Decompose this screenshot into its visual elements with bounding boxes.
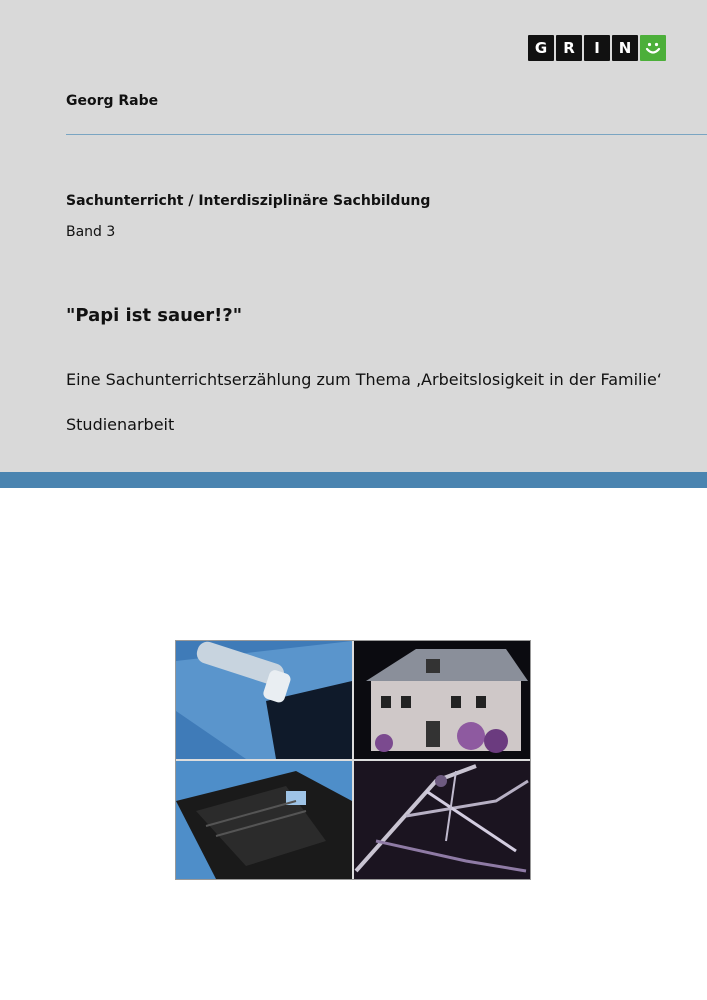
logo-letter-n: N	[612, 35, 638, 61]
laptop-keyboard-panel	[176, 761, 352, 879]
faucet-drain-panel	[176, 641, 352, 759]
volume-label: Band 3	[66, 224, 116, 240]
collage-image	[175, 640, 531, 880]
book-title: "Papi ist sauer!?"	[66, 305, 243, 326]
bare-tree-branches-panel	[354, 761, 530, 879]
house-night-panel	[354, 641, 530, 759]
document-type: Studienarbeit	[66, 415, 175, 434]
accent-bar	[0, 472, 707, 488]
logo-letter-g: G	[528, 35, 554, 61]
smile-icon	[640, 35, 666, 61]
divider-rule	[66, 134, 707, 135]
series-title: Sachunterricht / Interdisziplinäre Sachbildung	[66, 193, 431, 209]
grin-logo	[528, 35, 666, 61]
logo-letter-i: I	[584, 35, 610, 61]
author-name: Georg Rabe	[66, 93, 159, 109]
logo-letter-r: R	[556, 35, 582, 61]
book-subtitle: Eine Sachunterrichtserzählung zum Thema ‚Arbeitslosigkeit in der Familie‘	[66, 370, 662, 389]
